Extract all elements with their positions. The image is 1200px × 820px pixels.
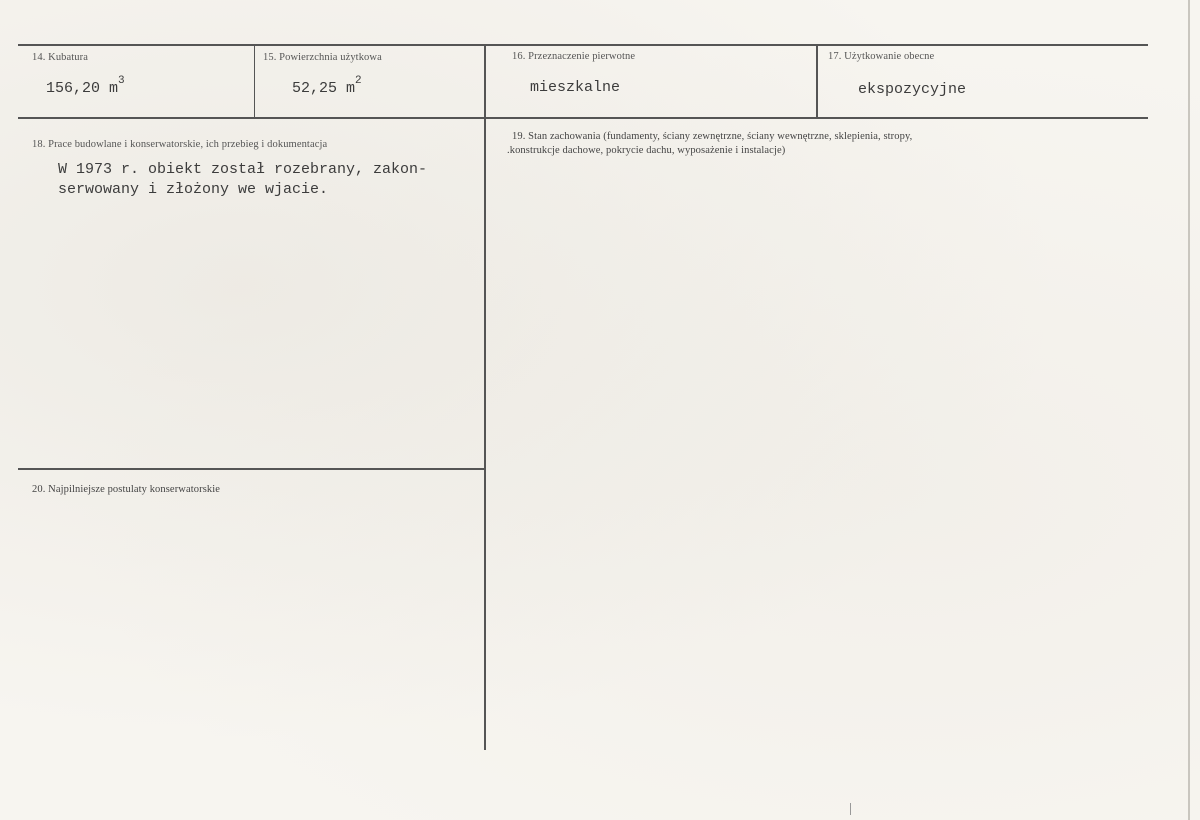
row1-bottom-rule [18, 117, 1148, 119]
field-16-value: mieszkalne [530, 79, 621, 96]
field-14-label: 14. Kubatura [32, 52, 89, 63]
right-edge-shadow [1188, 0, 1190, 820]
field-15-value [292, 75, 362, 97]
main-vertical-divider [484, 118, 486, 750]
top-rule [18, 44, 1148, 46]
field-18-text-line1: W 1973 r. obiekt został rozebrany, zakon- [58, 161, 428, 178]
bottom-tick-mark [850, 803, 851, 815]
field-14-value [46, 75, 125, 97]
field-17-label: 17. Użytkowanie obecne [828, 51, 935, 62]
section18-bottom-rule [18, 468, 485, 470]
field-15-label: 15. Powierzchnia użytkowa [263, 52, 382, 63]
field-17-value: ekspozycyjne [858, 81, 967, 98]
field-18-label: 18. Prace budowlane i konserwatorskie, ich przebieg i dokumentacja [32, 139, 328, 150]
field-16-label: 16. Przeznaczenie pierwotne [512, 51, 636, 62]
col-divider-15-16 [484, 45, 486, 118]
field-18-text-line2: serwowany i złożony we wjacie. [58, 181, 329, 198]
field-19-label-line2: .konstrukcje dachowe, pokrycie dachu, wyposażenie i instalacje) [507, 145, 786, 156]
col-divider-16-17 [816, 45, 818, 118]
field-15-exponent: 2 [355, 75, 362, 87]
field-15-number: 52,25 m [292, 80, 356, 97]
field-20-label: 20. Najpilniejsze postulaty konserwatorskie [32, 484, 221, 495]
field-14-exponent: 3 [118, 75, 125, 87]
field-14-number: 156,20 m [46, 80, 119, 97]
field-19-label-line1: 19. Stan zachowania (fundamenty, ściany zewnętrzne, ściany wewnętrzne, sklepienia, stropy, [512, 131, 913, 142]
col-divider-14-15 [254, 45, 255, 118]
